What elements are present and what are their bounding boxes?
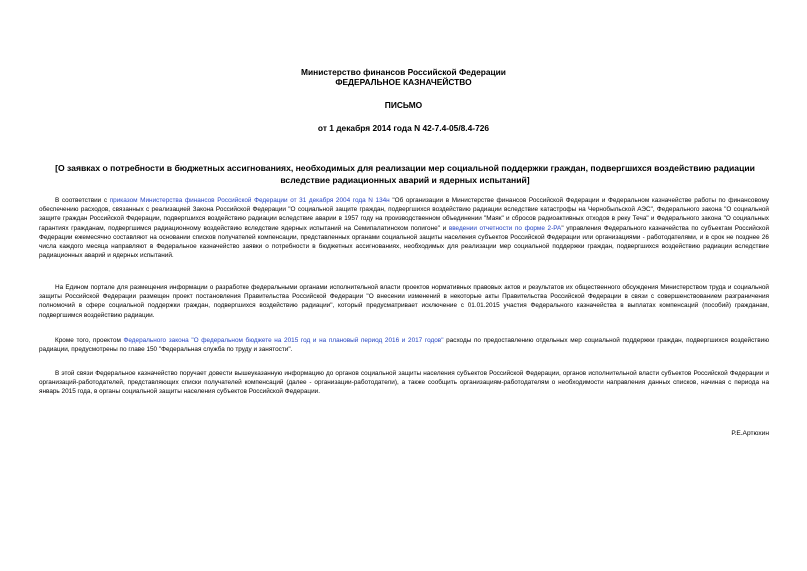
paragraph-1-text-c: " управления Федерального казначейства по субъектам Российской Федерации ежемесячно составляют на основании списков получателей компенсации, представленных органами социальной защиты населения субъектов Российской Федерации или организациями - работодателями, и в срок не позднее 26 числа каждого месяца направляют в Федеральное казначейство заявки о потребности в бюджетных ассигнованиях, необходимых для реализации мер социальной поддержки граждан, подвергшихся воздействию радиации вследствие радиационных аварий и ядерных испытаний. <box>39 224 770 260</box>
paragraph-3 <box>39 336 769 354</box>
agency-title: ФЕДЕРАЛЬНОЕ КАЗНАЧЕЙСТВО <box>335 77 472 87</box>
paragraph-1-text-b: "Об организации в Министерстве финансов Российской Федерации и Федеральном казначействе работы по финансовому обеспечению расходов, связанных с реализацией Закона Российской Федерации "О социальной защите граждан, подвергшихся воздействию радиации вследствие катастрофы на Чернобыльской АЭС", Федерального закона "О социальной защите граждан Российской Федерации, подвергшихся воздействию радиации вследствие аварии в 1957 году на производственном объединении "Маяк" и сбросов радиоактивных отходов в реку Теча" и Федерального закона "О социальных гарантиях гражданам, подвергшимся радиационному воздействию вследствие ядерных испытаний на Семипалатинском полигоне" и <box>39 197 770 232</box>
paragraph-2: На Едином портале для размещения информации о разработке федеральными органами исполнительной власти проектов нормативных правовых актов и результатов их общественного обсуждения Министерством труда и социальной защиты Российской Федерации размещен проект постановления Правительства Российской Федерации "О внесении изменений в некоторые акты Правительства Российской Федерации в связи с совершенствованием разграничения полномочий в сфере социальной поддержки граждан, подвергшихся воздействию радиации", который предусматривает исключение с 01.01.2015 участия Федерального казначейства в выплатах компенсаций (пособий) гражданам, подвергшимся воздействию радиации. <box>39 284 769 319</box>
paragraph-3-text-a: Кроме того, проектом <box>55 337 124 344</box>
document-type: ПИСЬМО <box>384 100 423 110</box>
paragraph-1 <box>39 196 769 260</box>
paragraph-3-text-b: расходы по предоставлению отдельных мер социальной поддержки граждан, подвергшихся воздействию радиации, предусмотрены по главе 150 "Федеральная служба по труду и занятости". <box>39 337 769 354</box>
form-2ra-link[interactable]: введении отчетности по форме 2-РА <box>448 224 562 232</box>
document-date-number: от 1 декабря 2014 года N 42-7.4-05/8.4-726 <box>317 123 490 133</box>
order-134n-link[interactable]: приказом Министерства финансов Российской Федерации от 31 декабря 2004 года N 134н <box>109 197 390 204</box>
signature: Р.Е.Артюхин <box>731 430 769 437</box>
federal-budget-law-link[interactable]: Федерального закона "О федеральном бюджете на 2015 год и на плановый период 2016 и 2017 годов" <box>123 337 444 344</box>
document-subject: [О заявках о потребности в бюджетных ассигнованиях, необходимых для реализации мер социальной поддержки граждан, подвергшихся воздействию радиации вследствие радиационных аварий и ядерных испытаний] <box>55 163 755 185</box>
ministry-title: Министерство финансов Российской Федерации <box>301 67 506 77</box>
paragraph-4: В этой связи Федеральное казначейство поручает довести вышеуказанную информацию до органов социальной защиты населения субъектов Российской Федерации, органов исполнительной власти субъектов Российской Федерации и организаций-работодателей, представляющих списки получателей компенсаций (далее - организации-работодатели), а также сообщить организациям-работодателям о необходимости направления данных списков, начиная с периода на январь 2015 года, в органы социальной защиты населения субъектов Российской Федерации. <box>39 370 769 396</box>
paragraph-1-text-a: В соответствии с <box>55 197 110 204</box>
